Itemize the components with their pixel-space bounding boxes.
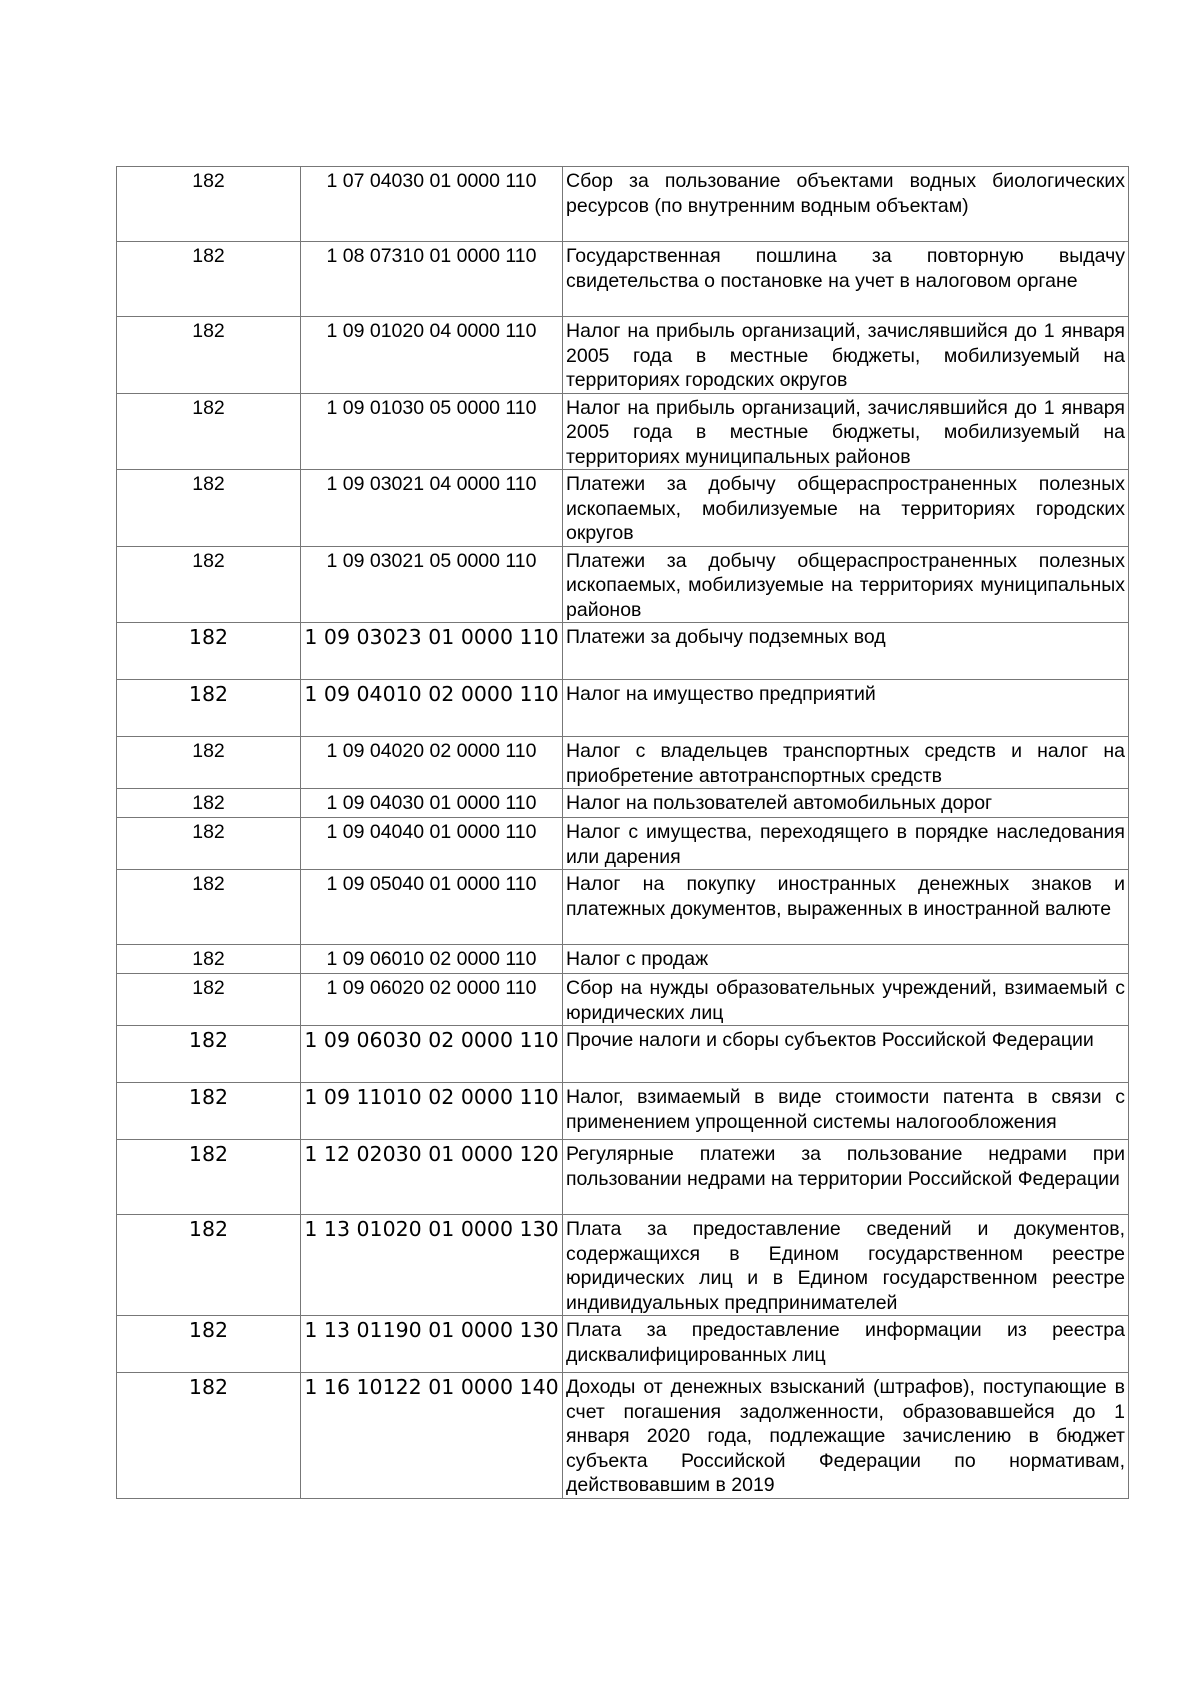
budget-code-cell: 1 09 05040 01 0000 110 xyxy=(301,870,563,945)
admin-code-cell: 182 xyxy=(117,818,301,870)
income-name-cell: Платежи за добычу общераспространенных полезных ископаемых, мобилизуемые на территориях муниципальных районов xyxy=(563,546,1129,623)
income-name-cell: Платежи за добычу подземных вод xyxy=(563,623,1129,680)
income-name-cell: Доходы от денежных взысканий (штрафов), поступающие в счет погашения задолженности, образовавшейся до 1 января 2020 года, подлежащие зачислению в бюджет субъекта Российской Федерации по нормативам, действовавшим в 2019 xyxy=(563,1373,1129,1499)
admin-code-cell: 182 xyxy=(117,546,301,623)
income-name-cell: Налог на прибыль организаций, зачислявшийся до 1 января 2005 года в местные бюджеты, мобилизуемый на территориях муниципальных районов xyxy=(563,393,1129,470)
table-row xyxy=(117,317,1129,394)
table-row xyxy=(117,470,1129,547)
budget-code-cell: 1 09 06010 02 0000 110 xyxy=(301,945,563,974)
table-row xyxy=(117,974,1129,1026)
budget-code-cell: 1 09 03023 01 0000 110 xyxy=(301,623,563,680)
table-row xyxy=(117,737,1129,789)
admin-code-cell: 182 xyxy=(117,242,301,317)
admin-code-cell: 182 xyxy=(117,317,301,394)
income-name-cell: Налог на имущество предприятий xyxy=(563,680,1129,737)
table-row xyxy=(117,870,1129,945)
admin-code-cell: 182 xyxy=(117,974,301,1026)
admin-code-cell: 182 xyxy=(117,789,301,818)
budget-code-cell: 1 09 03021 05 0000 110 xyxy=(301,546,563,623)
income-name-cell: Государственная пошлина за повторную выдачу свидетельства о постановке на учет в налоговом органе xyxy=(563,242,1129,317)
income-name-cell: Сбор на нужды образовательных учреждений, взимаемый с юридических лиц xyxy=(563,974,1129,1026)
budget-code-cell: 1 08 07310 01 0000 110 xyxy=(301,242,563,317)
income-name-cell: Сбор за пользование объектами водных биологических ресурсов (по внутренним водным объектам) xyxy=(563,167,1129,242)
budget-code-cell: 1 13 01190 01 0000 130 xyxy=(301,1316,563,1373)
table-body xyxy=(117,167,1129,1499)
table-row xyxy=(117,818,1129,870)
income-codes-table xyxy=(116,166,1129,1499)
admin-code-cell: 182 xyxy=(117,1316,301,1373)
income-name-cell: Прочие налоги и сборы субъектов Российской Федерации xyxy=(563,1026,1129,1083)
table-row xyxy=(117,1026,1129,1083)
admin-code-cell: 182 xyxy=(117,945,301,974)
admin-code-cell: 182 xyxy=(117,393,301,470)
income-name-cell: Налог на пользователей автомобильных дорог xyxy=(563,789,1129,818)
table-row xyxy=(117,1083,1129,1140)
admin-code-cell: 182 xyxy=(117,1373,301,1499)
income-name-cell: Налог, взимаемый в виде стоимости патента в связи с применением упрощенной системы налогообложения xyxy=(563,1083,1129,1140)
budget-code-cell: 1 09 06030 02 0000 110 xyxy=(301,1026,563,1083)
budget-code-cell: 1 13 01020 01 0000 130 xyxy=(301,1215,563,1316)
income-name-cell: Налог с имущества, переходящего в порядке наследования или дарения xyxy=(563,818,1129,870)
table-row xyxy=(117,789,1129,818)
budget-code-cell: 1 09 01030 05 0000 110 xyxy=(301,393,563,470)
admin-code-cell: 182 xyxy=(117,1140,301,1215)
admin-code-cell: 182 xyxy=(117,1026,301,1083)
admin-code-cell: 182 xyxy=(117,1215,301,1316)
admin-code-cell: 182 xyxy=(117,1083,301,1140)
table-row xyxy=(117,1373,1129,1499)
budget-code-cell: 1 09 06020 02 0000 110 xyxy=(301,974,563,1026)
table-row xyxy=(117,393,1129,470)
budget-code-cell: 1 09 11010 02 0000 110 xyxy=(301,1083,563,1140)
budget-code-cell: 1 09 04040 01 0000 110 xyxy=(301,818,563,870)
income-name-cell: Платежи за добычу общераспространенных полезных ископаемых, мобилизуемые на территориях городских округов xyxy=(563,470,1129,547)
admin-code-cell: 182 xyxy=(117,167,301,242)
budget-code-cell: 1 16 10122 01 0000 140 xyxy=(301,1373,563,1499)
admin-code-cell: 182 xyxy=(117,870,301,945)
table-row xyxy=(117,1215,1129,1316)
admin-code-cell: 182 xyxy=(117,623,301,680)
table-row xyxy=(117,680,1129,737)
table-row xyxy=(117,546,1129,623)
table-row xyxy=(117,945,1129,974)
table-row xyxy=(117,1316,1129,1373)
income-name-cell: Плата за предоставление информации из реестра дисквалифицированных лиц xyxy=(563,1316,1129,1373)
admin-code-cell: 182 xyxy=(117,470,301,547)
table-row xyxy=(117,1140,1129,1215)
budget-code-cell: 1 12 02030 01 0000 120 xyxy=(301,1140,563,1215)
budget-code-cell: 1 07 04030 01 0000 110 xyxy=(301,167,563,242)
admin-code-cell: 182 xyxy=(117,737,301,789)
budget-code-cell: 1 09 03021 04 0000 110 xyxy=(301,470,563,547)
budget-code-cell: 1 09 04010 02 0000 110 xyxy=(301,680,563,737)
table-row xyxy=(117,242,1129,317)
admin-code-cell: 182 xyxy=(117,680,301,737)
income-name-cell: Регулярные платежи за пользование недрами при пользовании недрами на территории Российской Федерации xyxy=(563,1140,1129,1215)
table-row xyxy=(117,623,1129,680)
income-name-cell: Налог с продаж xyxy=(563,945,1129,974)
budget-code-cell: 1 09 04020 02 0000 110 xyxy=(301,737,563,789)
income-name-cell: Плата за предоставление сведений и документов, содержащихся в Едином государственном реестре юридических лиц и в Едином государственном реестре индивидуальных предпринимателей xyxy=(563,1215,1129,1316)
budget-code-cell: 1 09 04030 01 0000 110 xyxy=(301,789,563,818)
income-name-cell: Налог с владельцев транспортных средств и налог на приобретение автотранспортных средств xyxy=(563,737,1129,789)
income-name-cell: Налог на прибыль организаций, зачислявшийся до 1 января 2005 года в местные бюджеты, мобилизуемый на территориях городских округов xyxy=(563,317,1129,394)
table-row xyxy=(117,167,1129,242)
budget-code-cell: 1 09 01020 04 0000 110 xyxy=(301,317,563,394)
income-name-cell: Налог на покупку иностранных денежных знаков и платежных документов, выраженных в иностранной валюте xyxy=(563,870,1129,945)
